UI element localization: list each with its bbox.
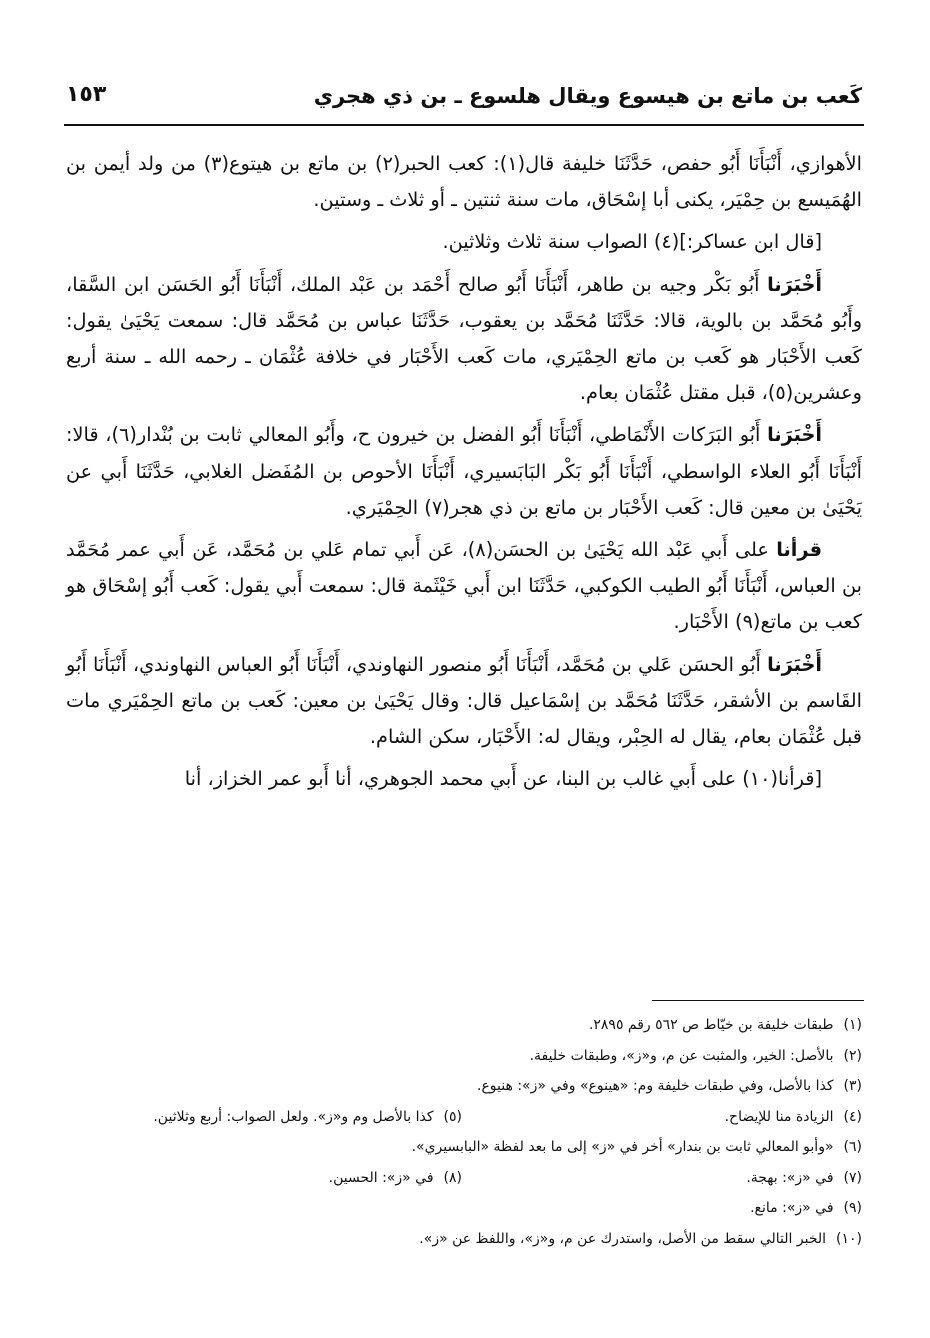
footnote-row <box>66 1132 862 1163</box>
footnote-row <box>66 1071 862 1102</box>
paragraph-lead-word: أَخْبَرَنا <box>767 423 822 447</box>
paragraph <box>66 146 862 218</box>
page-header <box>66 80 862 116</box>
paragraph <box>66 761 862 797</box>
footnote <box>589 1010 862 1041</box>
footnote <box>462 1163 862 1194</box>
header-rule <box>64 124 864 126</box>
paragraph-text: أَبُو البَرَكات الأَنْمَاطي، أَنْبَأَنَا أَبُو الفضل بن خيرون ح، وأَبُو المعالي ثابت بن بُنْدار(٦)، قالا: أَنْبَأَنَا أَبُو العلاء الواسطي، أَنْبَأَنَا أَبُو بَكْر البَابَسيري، أَنْبَأَنَا الأحوص بن المُفَضل الغلابي، حَدَّثَنَا أَبي عن يَحْيَىٰ بن معين قال: كَعب الأَحْبَار بن ماتع بن ذي هجر(٧) الحِمْيَري. <box>66 423 862 519</box>
footnote-text: «وأبو المعالي ثابت بن بندار» أخر في «ز» إلى ما بعد لفظة «البابسيري». <box>411 1139 834 1155</box>
page-number: ١٥٣ <box>66 82 107 107</box>
footnote-number: (٦) <box>843 1139 862 1155</box>
running-title: كَعب بن ماتع بن هيسوع ويقال هلسوع ـ بن ذي هجري <box>313 84 862 108</box>
footnote-row <box>66 1010 862 1041</box>
paragraph <box>66 647 862 756</box>
footnotes <box>66 1010 862 1254</box>
paragraph-lead-word: أَخْبَرَنا <box>767 272 822 296</box>
paragraph <box>66 532 862 641</box>
paragraph-text: [قال ابن عساكر:](٤) الصواب سنة ثلاث وثلاثين. <box>442 230 822 254</box>
footnote-row <box>66 1163 862 1194</box>
footnote-text: كذا بالأصل وم و«ز». ولعل الصواب: أربع وثلاثين. <box>153 1108 434 1125</box>
paragraph-lead-word: أَخْبَرَنا <box>767 652 822 676</box>
footnote-row <box>66 1224 862 1255</box>
footnote-number: (١) <box>843 1017 862 1033</box>
paragraph <box>66 417 862 526</box>
paragraph-lead-word: قرأنا <box>776 538 822 562</box>
footnote-text: طبقات خليفة بن خيّاط ص ٥٦٢ رقم ٢٨٩٥. <box>588 1017 834 1033</box>
footnote-text: في «ز»: بهجة. <box>746 1169 834 1186</box>
main-text <box>66 146 862 803</box>
footnote-text: في «ز»: الحسين. <box>328 1169 434 1186</box>
footnote <box>462 1102 862 1133</box>
footnote-number: (٩) <box>843 1200 862 1216</box>
footnote <box>530 1041 862 1072</box>
footnote <box>329 1163 462 1194</box>
footnote <box>419 1224 862 1255</box>
footnote-number: (٥) <box>443 1108 462 1125</box>
footnote <box>477 1071 862 1102</box>
footnote-rule <box>652 1000 864 1001</box>
paragraph-text: الأهوازي، أَنْبَأَنَا أَبُو حفص، حَدَّثَنَا خليفة قال(١): كعب الحبر(٢) بن ماتع بن هيتوع(٣) من ولد أيمن بن الهُمَيسع بن حِمْيَر، يكنى أبا إسْحَاق، مات سنة ثنتين ـ أو ثلاث ـ وستين. <box>66 152 862 212</box>
footnote-number: (٧) <box>843 1169 862 1186</box>
paragraph-text: أَبُو الحسَن عَلي بن مُحَمَّد، أَنْبَأَنَا أَبُو منصور النهاوندي، أَنْبَأَنَا أَبُو العباس النهاوندي، أَنْبَأَنَا أَبُو القَاسم بن الأشقر، حَدَّثَنَا مُحَمَّد بن إسْمَاعيل قال: وقال يَحْيَىٰ بن معين: كَعب بن ماتع الحِمْيَري مات قبل عُثْمَان بعام، يقال له الحِبْر، ويقال له: الأَحْبَار، سكن الشام. <box>66 652 862 749</box>
footnote-number: (١٠) <box>836 1230 862 1247</box>
footnote <box>412 1132 862 1163</box>
footnote-text: الزيادة منا للإيضاح. <box>724 1108 834 1125</box>
footnote-number: (٤) <box>843 1108 862 1125</box>
footnote-text: في «ز»: مانع. <box>750 1200 834 1216</box>
footnote-text: الخبر التالي سقط من الأصل، واستدرك عن م، و«ز»، واللفظ عن «ز». <box>419 1230 827 1247</box>
paragraph-text: [قرأنا(١٠) على أَبي غالب بن البنا، عن أَبي محمد الجوهري، أنا أَبو عمر الخزاز، أنا <box>184 767 822 791</box>
footnote-row <box>66 1102 862 1133</box>
paragraph <box>66 267 862 412</box>
paragraph-text: أَبُو بَكْر وجيه بن طاهر، أَنْبَأَنَا أَبُو صالح أَحْمَد بن عَبْد الملك، أَنْبَأَنَا أَبُو الحَسَن ابن السَّقا، وأَبُو مُحَمَّد بن بالوية، قالا: حَدَّثَنَا مُحَمَّد بن يعقوب، حَدَّثَنَا عباس بن مُحَمَّد قال: سمعت يَحْيَىٰ يقول: كَعب الأَحْبَار هو كَعب بن ماتع الحِمْيَري، مات كَعب الأَحْبَار في خلافة عُثْمَان ـ رحمه الله ـ سنة أربع وعشرين(٥)، قبل مقتل عُثْمَان بعام. <box>66 272 862 405</box>
footnote-number: (٢) <box>843 1047 862 1064</box>
footnote-text: بالأصل: الخير، والمثبت عن م، و«ز»، وطبقات خليفة. <box>529 1047 834 1064</box>
footnote-number: (٣) <box>843 1078 862 1094</box>
paragraph-text: على أَبي عَبْد الله يَحْيَىٰ بن الحسَن(٨)، عَن أَبي تمام عَلي بن مُحَمَّد، عَن أَبي عمر مُحَمَّد بن العباس، أَنْبَأَنَا أَبُو الطيب الكوكبي، حَدَّثَنَا ابن أَبي خَيْثَمة قال: سمعت أَبي يقول: كَعب أَبُو إسْحَاق هو كعب بن ماتع(٩) الأَحْبَار. <box>66 538 862 634</box>
footnote-row <box>66 1193 862 1224</box>
paragraph <box>66 224 862 260</box>
footnote <box>153 1102 462 1133</box>
footnote-number: (٨) <box>443 1169 462 1186</box>
footnote-row <box>66 1041 862 1072</box>
footnote <box>750 1193 862 1224</box>
footnote-text: كذا بالأصل، وفي طبقات خليفة وم: «هينوع» وفي «ز»: هنيوع. <box>477 1078 834 1094</box>
